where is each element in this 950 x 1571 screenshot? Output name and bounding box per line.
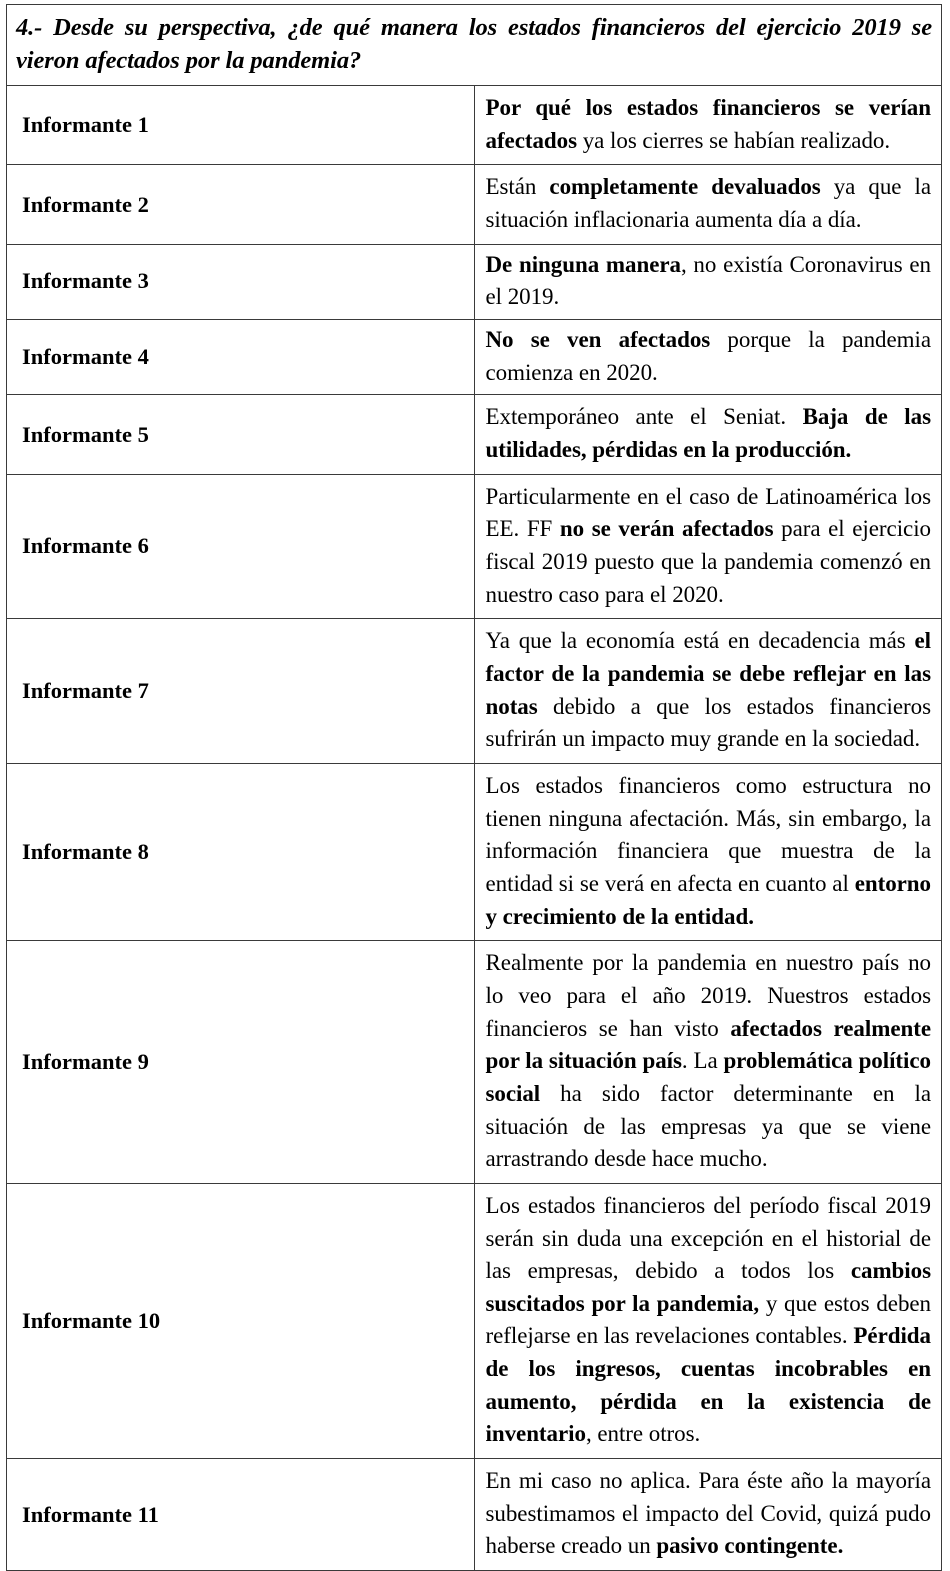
answer-emphasis: De ninguna manera (485, 251, 681, 277)
answer-text: Extemporáneo ante el Seniat. (485, 404, 803, 430)
informant-label: Informante 11 (7, 1459, 475, 1571)
answer-text: Particularmente en el caso de Latinoamérica los EE. FF (485, 483, 931, 542)
answer-text: En mi caso no aplica. Para éste año la mayoría subestimamos el impacto del Covid, quizá pudo haberse creado un (485, 1468, 931, 1559)
answer-emphasis: entorno y crecimiento de la entidad. (485, 870, 931, 929)
table-row (7, 320, 942, 395)
informant-answer (474, 941, 942, 1184)
answer-emphasis: No se ven afectados (485, 327, 711, 353)
informant-label: Informante 2 (7, 165, 475, 244)
informant-answer (474, 1459, 942, 1571)
informant-label: Informante 1 (7, 86, 475, 165)
informant-answer (474, 619, 942, 764)
answer-text: ya los cierres se habían realizado. (577, 127, 891, 153)
table-row (7, 619, 942, 764)
informant-label: Informante 6 (7, 474, 475, 619)
answer-emphasis: Por qué los estados financieros se verían afectados (485, 95, 931, 153)
answer-emphasis: afectados realmente por la situación país (485, 1015, 931, 1074)
informant-answer (474, 244, 942, 319)
answer-text: y que estos deben reflejarse en las revelaciones contables. (485, 1290, 931, 1349)
informant-label: Informante 9 (7, 941, 475, 1184)
answer-emphasis: pasivo contingente. (656, 1533, 844, 1559)
answer-text: para el ejercicio fiscal 2019 puesto que la pandemia comenzó en nuestro caso para el 2020. (485, 516, 931, 607)
informant-label: Informante 8 (7, 763, 475, 940)
answer-text: , no existía Coronavirus en el 2019. (485, 251, 931, 310)
answer-text: porque la pandemia comienza en 2020. (485, 327, 931, 385)
answer-text: Ya que la economía está en decadencia más (485, 628, 915, 654)
answer-text: ya que la situación inflacionaria aumenta día a día. (485, 174, 931, 233)
informant-answer (474, 165, 942, 244)
table-row (7, 1183, 942, 1458)
answer-emphasis: Pérdida de los ingresos, cuentas incobrables en aumento, pérdida en la existencia de inventario (485, 1323, 931, 1447)
informant-label: Informante 5 (7, 395, 475, 474)
answer-text: ha sido factor determinante en la situación de las empresas ya que se viene arrastrando desde hace mucho. (485, 1080, 931, 1172)
informant-answer (474, 395, 942, 474)
answer-emphasis: problemática político social (485, 1048, 931, 1106)
answer-emphasis: completamente devaluados (549, 174, 821, 200)
answer-emphasis: cambios suscitados por la pandemia, (485, 1258, 931, 1316)
answer-text: , entre otros. (585, 1421, 701, 1447)
answer-text: Los estados financieros del período fiscal 2019 serán sin duda una excepción en el historial de las empresas, debido a todos los (485, 1192, 931, 1284)
table-row (7, 244, 942, 319)
informant-label: Informante 10 (7, 1183, 475, 1458)
informant-answer (474, 474, 942, 619)
informant-responses-table (6, 4, 942, 1571)
answer-emphasis: el factor de la pandemia se debe reflejar en las notas (485, 628, 931, 719)
table-row (7, 86, 942, 165)
table-row (7, 1459, 942, 1571)
answer-text: Realmente por la pandemia en nuestro país no lo veo para el año 2019. Nuestros estados financieros se han visto (485, 950, 931, 1041)
informant-answer (474, 320, 942, 395)
table-row (7, 474, 942, 619)
table-row (7, 941, 942, 1184)
informant-answer (474, 1183, 942, 1458)
answer-text: . La (681, 1048, 724, 1074)
informant-label: Informante 7 (7, 619, 475, 764)
question-header-cell: 4.- Desde su perspectiva, ¿de qué manera los estados financieros del ejercicio 2019 se vieron afectados por la pandemia? (7, 5, 942, 86)
answer-emphasis: no se verán afectados (559, 516, 774, 542)
answer-text: Los estados financieros como estructura no tienen ninguna afectación. Más, sin embargo, la información financiera que muestra de la entidad si se verá en afecta en cuanto al (485, 772, 931, 896)
informant-answer (474, 763, 942, 940)
informant-label: Informante 3 (7, 244, 475, 319)
table-row (7, 763, 942, 940)
answer-text: Están (485, 174, 550, 200)
answer-text: debido a que los estados financieros sufrirán un impacto muy grande en la sociedad. (485, 693, 931, 752)
informant-label: Informante 4 (7, 320, 475, 395)
question-row (7, 5, 942, 86)
table-body (7, 5, 942, 1571)
informant-answer (474, 86, 942, 165)
answer-emphasis: Baja de las utilidades, pérdidas en la producción. (485, 404, 931, 463)
table-row (7, 165, 942, 244)
table-row (7, 395, 942, 474)
